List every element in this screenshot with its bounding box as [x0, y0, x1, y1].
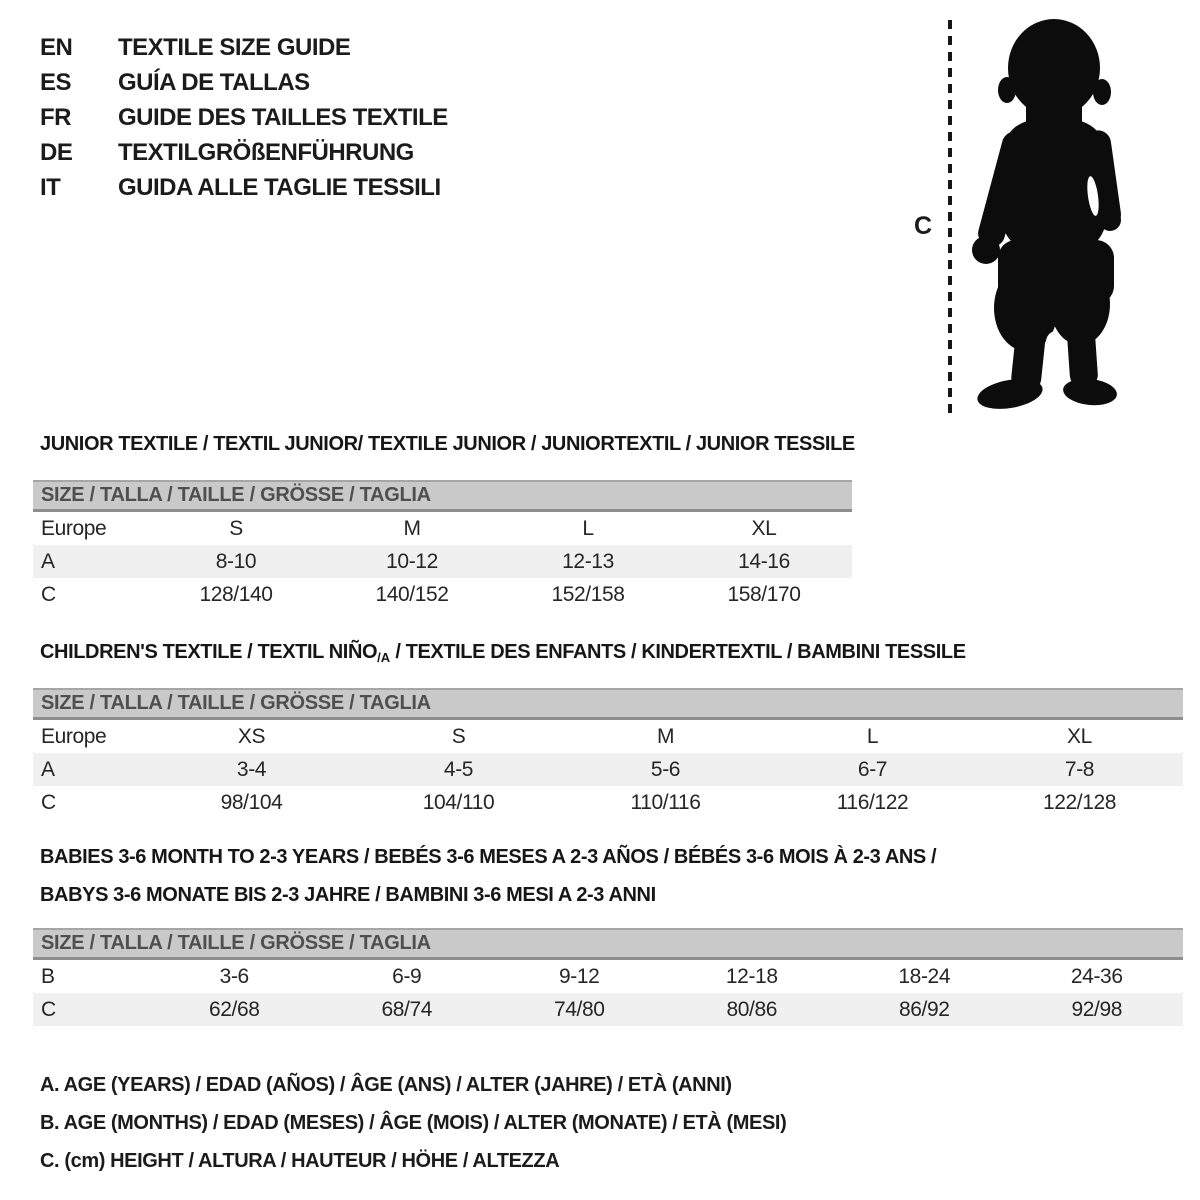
children-heading-part1: CHILDREN'S TEXTILE / TEXTIL NIÑO [40, 641, 378, 663]
junior-size-table [33, 480, 852, 611]
months-cell: 12-18 [725, 965, 778, 988]
row-label: Europe [41, 517, 107, 540]
row-label: C [41, 791, 56, 814]
guide-title: GUÍA DE TALLAS [118, 69, 310, 96]
age-cell: 5-6 [650, 758, 681, 781]
table-row-age [33, 545, 852, 578]
height-cell: 116/122 [836, 791, 909, 814]
legend-line-c: C. (cm) HEIGHT / ALTURA / HAUTEUR / HÖHE / ALTEZZA [40, 1150, 560, 1172]
babies-section-heading-line2: BABYS 3-6 MONATE BIS 2-3 JAHRE / BAMBINI 3-6 MESI A 2-3 ANNI [40, 884, 656, 906]
height-dashed-line [946, 16, 954, 420]
age-cell: 12-13 [562, 550, 614, 573]
height-cell: 80/86 [726, 998, 778, 1021]
row-label: A [41, 758, 55, 781]
height-cell: 74/80 [553, 998, 605, 1021]
table-row-europe [33, 720, 1183, 753]
age-cell: 4-5 [443, 758, 474, 781]
toddler-silhouette-icon [962, 14, 1134, 416]
height-cell: 86/92 [898, 998, 950, 1021]
size-cell: S [451, 725, 466, 748]
language-row [40, 65, 448, 100]
months-cell: 18-24 [898, 965, 951, 988]
size-cell: L [582, 517, 594, 540]
legend-line-a: A. AGE (YEARS) / EDAD (AÑOS) / ÂGE (ANS) / ALTER (JAHRE) / ETÀ (ANNI) [40, 1074, 732, 1096]
age-cell: 7-8 [1064, 758, 1095, 781]
language-code: EN [40, 34, 73, 61]
language-code: IT [40, 174, 61, 201]
height-cell: 140/152 [375, 583, 449, 606]
table-row-months [33, 960, 1183, 993]
language-row [40, 170, 448, 205]
language-code: FR [40, 104, 71, 131]
age-cell: 10-12 [386, 550, 438, 573]
language-row [40, 135, 448, 170]
size-cell: S [229, 517, 243, 540]
age-cell: 6-7 [857, 758, 888, 781]
months-cell: 6-9 [392, 965, 422, 988]
height-cell: 128/140 [199, 583, 273, 606]
size-cell: M [403, 517, 421, 540]
size-cell: XL [751, 517, 777, 540]
height-cell: 62/68 [208, 998, 260, 1021]
table-row-europe [33, 512, 852, 545]
language-code: ES [40, 69, 72, 96]
age-cell: 8-10 [215, 550, 257, 573]
measure-legend [40, 1066, 786, 1180]
table-row-height [33, 993, 1183, 1026]
size-cell: M [656, 725, 675, 748]
height-cell: 158/170 [727, 583, 801, 606]
age-cell: 3-4 [236, 758, 267, 781]
babies-section-heading-line1: BABIES 3-6 MONTH TO 2-3 YEARS / BEBÉS 3-6 MESES A 2-3 AÑOS / BÉBÉS 3-6 MOIS À 2-3 ANS / [40, 846, 937, 868]
size-header-bar: SIZE / TALLA / TAILLE / GRÖSSE / TAGLIA [33, 688, 1183, 720]
height-cell: 98/104 [220, 791, 283, 814]
height-cell: 152/158 [551, 583, 625, 606]
table-row-height [33, 786, 1183, 819]
size-cell: XL [1067, 725, 1092, 748]
row-label: B [41, 965, 55, 988]
babies-size-table [33, 928, 1183, 1026]
row-label: A [41, 550, 55, 573]
height-cell: 92/98 [1071, 998, 1123, 1021]
months-cell: 9-12 [559, 965, 600, 988]
height-cell: 68/74 [381, 998, 433, 1021]
children-heading-part2: / TEXTILE DES ENFANTS / KINDERTEXTIL / BAMBINI TESSILE [390, 641, 966, 663]
age-cell: 14-16 [738, 550, 790, 573]
size-header-bar: SIZE / TALLA / TAILLE / GRÖSSE / TAGLIA [33, 928, 1183, 960]
children-section-heading [40, 641, 966, 664]
language-code: DE [40, 139, 73, 166]
months-cell: 24-36 [1070, 965, 1123, 988]
children-heading-sub: /A [377, 650, 391, 665]
table-row-height [33, 578, 852, 611]
junior-section-heading: JUNIOR TEXTILE / TEXTIL JUNIOR/ TEXTILE JUNIOR / JUNIORTEXTIL / JUNIOR TESSILE [40, 433, 855, 455]
language-row [40, 100, 448, 135]
language-list [40, 30, 448, 205]
size-cell: XS [237, 725, 266, 748]
table-row-age [33, 753, 1183, 786]
row-label: Europe [41, 725, 107, 748]
guide-title: GUIDE DES TAILLES TEXTILE [118, 104, 448, 131]
height-cell: 110/116 [630, 791, 701, 814]
size-header-bar: SIZE / TALLA / TAILLE / GRÖSSE / TAGLIA [33, 480, 852, 512]
height-cell: 122/128 [1042, 791, 1117, 814]
children-size-table [33, 688, 1183, 819]
months-cell: 3-6 [219, 965, 249, 988]
guide-title: TEXTILGRÖßENFÜHRUNG [118, 139, 414, 166]
row-label: C [41, 583, 56, 606]
guide-title: GUIDA ALLE TAGLIE TESSILI [118, 174, 441, 201]
row-label: C [41, 998, 56, 1021]
legend-line-b: B. AGE (MONTHS) / EDAD (MESES) / ÂGE (MOIS) / ALTER (MONATE) / ETÀ (MESI) [40, 1112, 787, 1134]
height-cell: 104/110 [422, 791, 495, 814]
guide-title: TEXTILE SIZE GUIDE [118, 34, 351, 61]
language-row [40, 30, 448, 65]
measure-c-label: C [914, 212, 933, 240]
size-cell: L [866, 725, 879, 748]
